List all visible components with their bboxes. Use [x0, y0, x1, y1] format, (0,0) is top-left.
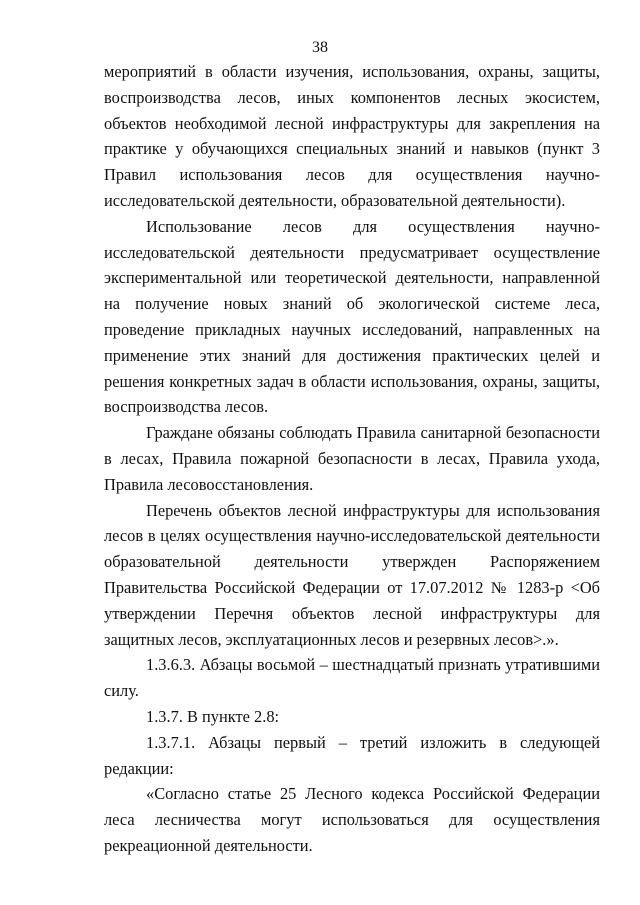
- paragraph-quoted-article-25: «Согласно статье 25 Лесного кодекса Российской Федерации леса лесничества могут использоваться для осуществления рекреационной деятельности.: [104, 784, 600, 855]
- paragraph-citizens-obligations: Граждане обязаны соблюдать Правила санитарной безопасности в лесах, Правила пожарной безопасности в лесах, Правила ухода, Правила лесовосстановления.: [104, 423, 600, 494]
- paragraph-item-1-3-6-3: 1.3.6.3. Абзацы восьмой – шестнадцатый признать утратившими силу.: [104, 655, 600, 701]
- document-body: [104, 59, 600, 859]
- paragraph-research-use: Использование лесов для осуществления научно-исследовательской деятельности предусматривает осуществление экспериментальной или теоретической деятельности, направленной на получение новых знаний об экологической системе леса, проведение прикладных научных исследований, направленных на применение этих знаний для достижения практических целей и решения конкретных задач в области использования, охраны, защиты, воспроизводства лесов.: [104, 216, 600, 417]
- paragraph-item-1-3-7-1: 1.3.7.1. Абзацы первый – третий изложить в следующей редакции:: [104, 732, 600, 778]
- paragraph-continuation: мероприятий в области изучения, использования, охраны, защиты, воспроизводства лесов, иных компонентов лесных экосистем, объектов необходимой лесной инфраструктуры для закрепления на практике у обучающихся специальных знаний и навыков (пункт 3 Правил использования лесов для осуществления научно-исследовательской деятельности, образовательной деятельности).: [104, 62, 600, 210]
- paragraph-infrastructure-list: Перечень объектов лесной инфраструктуры для использования лесов в целях осуществления научно-исследовательской деятельности образовательной деятельности утвержден Распоряжением Правительства Российской Федерации от 17.07.2012 № 1283-р <Об утверждении Перечня объектов лесной инфраструктуры для защитных лесов, эксплуатационных лесов и резервных лесов>.».: [104, 500, 600, 649]
- paragraph-item-1-3-7: 1.3.7. В пункте 2.8:: [146, 706, 280, 726]
- page-number: 38: [312, 39, 328, 56]
